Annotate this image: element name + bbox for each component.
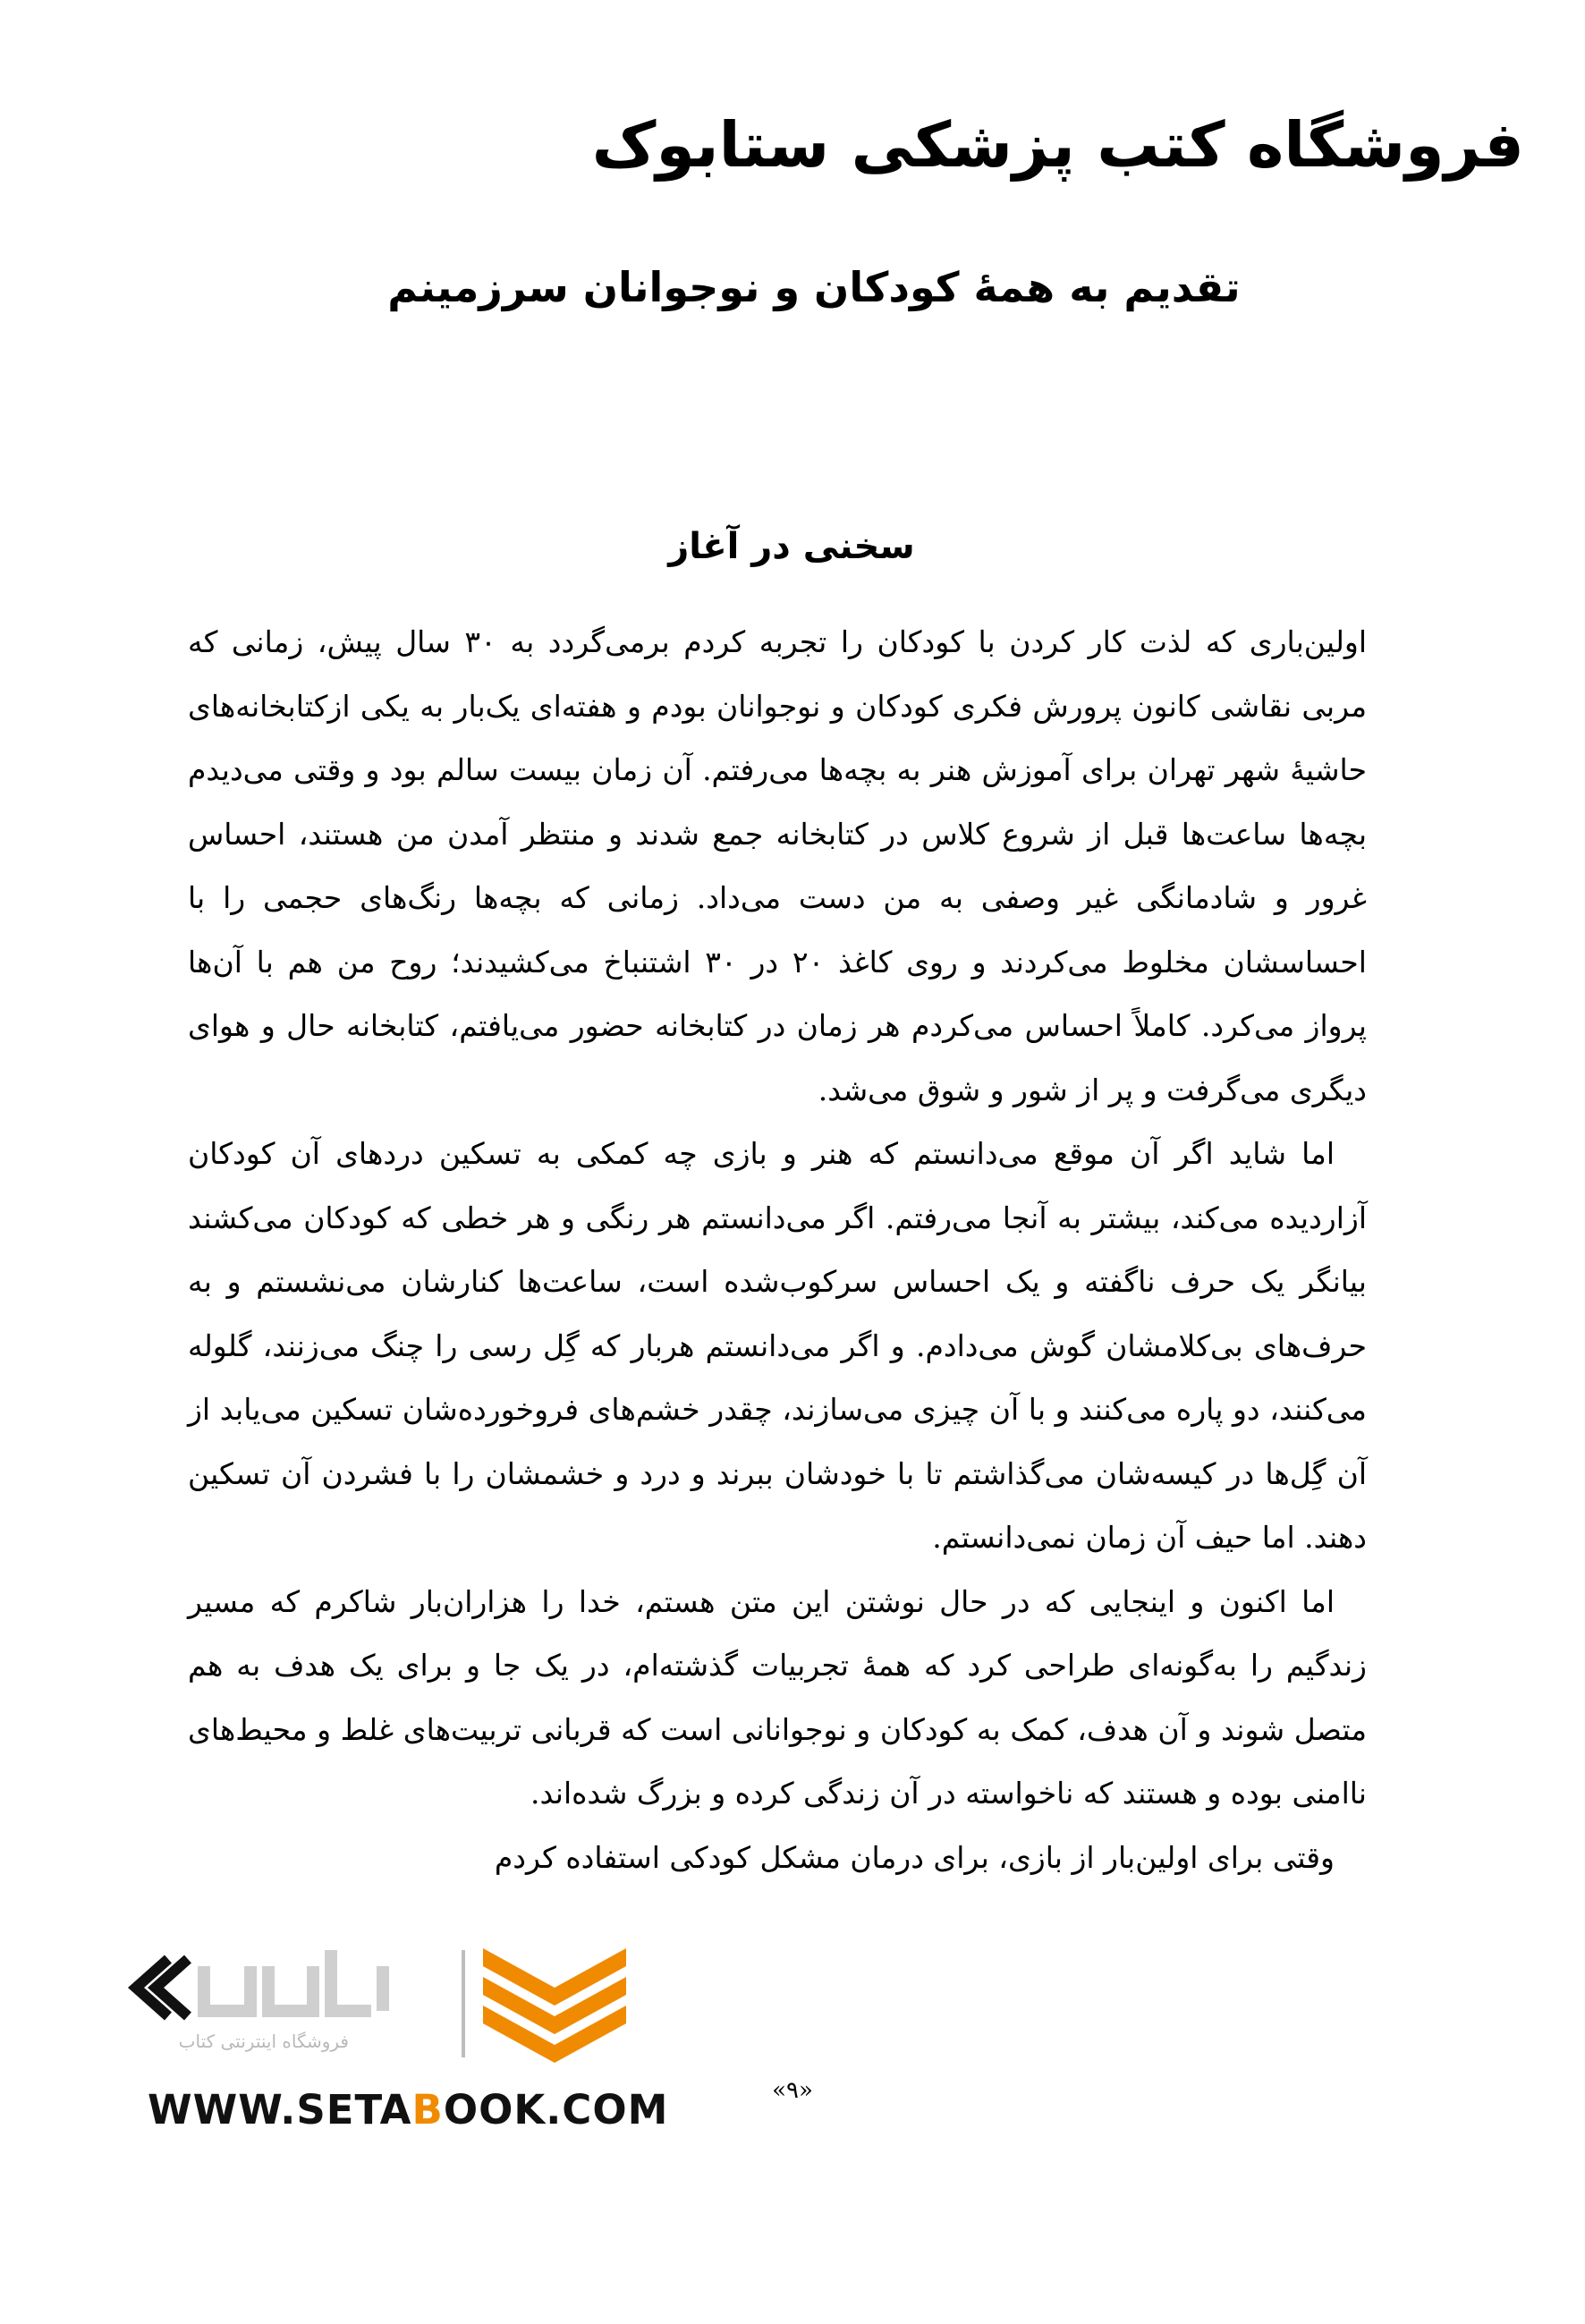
- store-title: فروشگاه کتب پزشکی ستابوک: [591, 108, 1524, 182]
- chapter-title: سخنی در آغاز: [668, 526, 915, 567]
- paragraph-1: اولین‌باری که لذت کار کردن با کودکان را تجربه کردم برمی‌گردد به ۳۰ سال پیش، زمانی که مربی نقاشی کانون پرورش فکری کودکان و نوجوانان بودم و هفته‌ای یک‌بار به یکی ازکتابخانه‌های حاشیهٔ شهر تهران برای آموزش هنر به بچه‌ها می‌رفتم. آن زمان بیست سالم بود و وقتی می‌دیدم بچه‌ها ساعت‌ها قبل از شروع کلاس در کتابخانه جمع شدند و منتظر آمدن من هستند، احساس غرور و شادمانگی غیر وصفی به من دست می‌داد. زمانی که بچه‌ها رنگ‌های حجمی را با احساسشان مخلوط می‌کردند و روی کاغذ ۲۰ در ۳۰ اشتنباخ می‌کشیدند؛ روح من هم با آن‌ها پرواز می‌کرد. کاملاً احساس می‌کردم هر زمان در کتابخانه حضور می‌یافتم، کتابخانه حال و هوای دیگری می‌گرفت و پر از شور و شوق می‌شد.: [188, 624, 1367, 1107]
- body-text: [188, 610, 1367, 1889]
- page-number: «۹»: [772, 2077, 813, 2104]
- paragraph-4: وقتی برای اولین‌بار از بازی، برای درمان مشکل کودکی استفاده کردم: [494, 1839, 1335, 1875]
- watermark-url: [148, 2086, 668, 2133]
- dedication-line: تقدیم به همهٔ کودکان و نوجوانان سرزمینم: [387, 263, 1241, 311]
- watermark-url-accent: B: [411, 2086, 444, 2133]
- paragraph-3: اما اکنون و اینجایی که در حال نوشتن این متن هستم، خدا را هزاران‌بار شاکرم که مسیر زندگیم را به‌گونه‌ای طراحی کرد که همهٔ تجربیات گذشته‌ام، در یک جا و برای یک هدف به هم متصل شوند و آن هدف، کمک به کودکان و نوجوانانی است که قربانی تربیت‌های غلط و محیط‌های ناامنی بوده و هستند که ناخواسته در آن زندگی کرده و بزرگ شده‌اند.: [188, 1583, 1367, 1811]
- watermark-url-prefix: WWW.SETA: [148, 2086, 412, 2133]
- paragraph-2: اما شاید اگر آن موقع می‌دانستم که هنر و بازی چه کمکی به تسکین دردهای آن کودکان آزاردیده می‌کند، بیشتر به آنجا می‌رفتم. اگر می‌دانستم هر رنگی و هر خطی که کودکان می‌کشند بیانگر یک حرف ناگفته و یک احساس سرکوب‌شده است، ساعت‌ها کنارشان می‌نشستم و به حرف‌های بی‌کلامشان گوش می‌دادم. و اگر می‌دانستم هربار که گِل رسی را چنگ می‌زنند، گلوله می‌کنند، دو پاره می‌کنند و با آن چیزی می‌سازند، چقدر خشم‌های فروخورده‌شان تسکین می‌یابد از آن گِل‌ها در کیسه‌شان می‌گذاشتم تا با خودشان ببرند و درد و خشمشان را با فشردن آن تسکین دهند. اما حیف آن زمان نمی‌دانستم.: [188, 1136, 1367, 1555]
- watermark-url-suffix: OOK.COM: [443, 2086, 669, 2133]
- setabook-logo-icon: [125, 1932, 680, 2084]
- watermark-tagline: فروشگاه اینترنتی کتاب: [178, 2031, 349, 2052]
- setabook-watermark: [125, 1923, 680, 2156]
